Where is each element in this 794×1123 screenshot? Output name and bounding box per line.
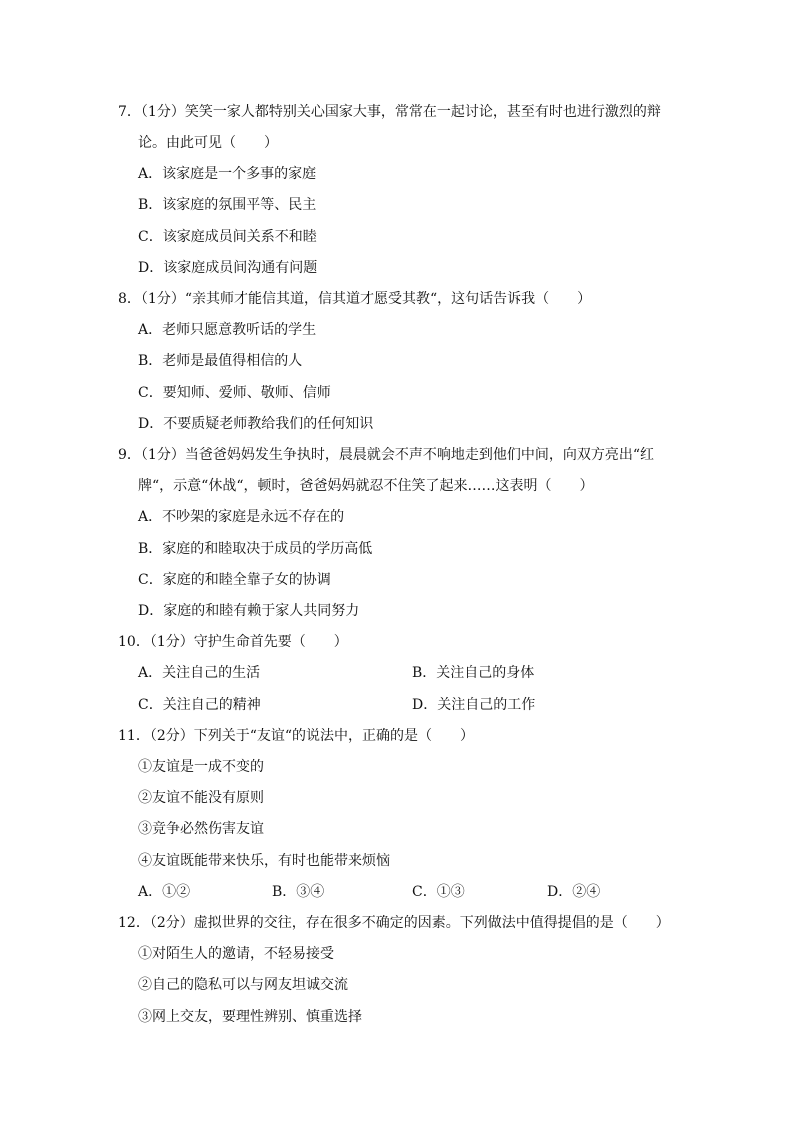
- question-7-option-d: D．该家庭成员间沟通有问题: [138, 260, 318, 276]
- question-7-stem: [118, 102, 661, 122]
- question-7-stem-line-2: 论。由此可见（ ）: [138, 135, 278, 151]
- question-10-option-d: D．关注自己的工作: [412, 697, 536, 713]
- question-7-option-b: B．该家庭的氛围平等、民主: [138, 197, 317, 213]
- question-10-stem-line-1: 守护生命首先要（ ）: [193, 634, 348, 650]
- question-10-stem: [118, 632, 348, 652]
- question-11-option-a: A．①②: [138, 884, 191, 900]
- question-11-statement-4: ④友谊既能带来快乐，有时也能带来烦恼: [138, 853, 390, 869]
- question-8-stem: [118, 289, 591, 309]
- question-8-option-d: D．不要质疑老师教给我们的任何知识: [138, 416, 374, 432]
- question-10-option-a: A．关注自己的生活: [138, 665, 261, 681]
- question-10-number: 10．（1分）: [118, 634, 194, 650]
- question-11-statement-1: ①友谊是一成不变的: [138, 759, 264, 775]
- question-9-option-a: A．不吵架的家庭是永远不存在的: [138, 509, 345, 525]
- question-9-option-d: D．家庭的和睦有赖于家人共同努力: [138, 603, 360, 619]
- question-8-option-b: B．老师是最值得相信的人: [138, 353, 303, 369]
- question-8-option-a: A．老师只愿意教听话的学生: [138, 322, 317, 338]
- question-11-stem-line-1: 下列关于“友谊“的说法中，正确的是（ ）: [193, 728, 475, 744]
- question-11-number: 11．（2分）: [118, 728, 194, 744]
- question-11-stem: [118, 726, 474, 746]
- question-12-stem: [118, 913, 670, 933]
- question-12-statement-1: ①对陌生人的邀请，不轻易接受: [138, 946, 334, 962]
- question-7-number: 7．（1分）: [118, 104, 185, 120]
- question-7-option-a: A．该家庭是一个多事的家庭: [138, 166, 317, 182]
- question-11-option-c: C．①③: [412, 884, 465, 900]
- question-12-stem-line-1: 虚拟世界的交往，存在很多不确定的因素。下列做法中值得提倡的是（ ）: [193, 915, 670, 931]
- question-10-option-b: B．关注自己的身体: [412, 665, 535, 681]
- question-8-number: 8．（1分）: [118, 291, 185, 307]
- question-7-option-c: C．该家庭成员间关系不和睦: [138, 229, 317, 245]
- question-9-stem: [118, 445, 654, 465]
- question-8-stem-line-1: “亲其师才能信其道，信其道才愿受其教“，这句话告诉我（ ）: [184, 291, 592, 307]
- question-9-stem-line-2: 牌“，示意“休战“，顿时，爸爸妈妈就忍不住笑了起来……这表明（ ）: [138, 478, 594, 494]
- question-11-option-d: D．②④: [547, 884, 601, 900]
- question-11-option-b: B．③④: [272, 884, 325, 900]
- question-8-option-c: C．要知师、爱师、敬师、信师: [138, 385, 331, 401]
- question-10-option-c: C．关注自己的精神: [138, 697, 261, 713]
- question-12-statement-2: ②自己的隐私可以与网友坦诚交流: [138, 977, 348, 993]
- question-9-option-b: B．家庭的和睦取决于成员的学历高低: [138, 541, 373, 557]
- question-9-option-c: C．家庭的和睦全靠子女的协调: [138, 572, 331, 588]
- question-9-number: 9．（1分）: [118, 447, 185, 463]
- question-12-statement-3: ③网上交友，要理性辨别、慎重选择: [138, 1009, 362, 1025]
- question-11-statement-3: ③竞争必然伤害友谊: [138, 821, 264, 837]
- question-9-stem-line-1: 当爸爸妈妈发生争执时，晨晨就会不声不响地走到他们中间，向双方亮出“红: [184, 447, 654, 463]
- question-7-stem-line-1: 笑笑一家人都特别关心国家大事，常常在一起讨论，甚至有时也进行激烈的辩: [184, 104, 661, 120]
- question-11-statement-2: ②友谊不能没有原则: [138, 790, 264, 806]
- question-12-number: 12．（2分）: [118, 915, 194, 931]
